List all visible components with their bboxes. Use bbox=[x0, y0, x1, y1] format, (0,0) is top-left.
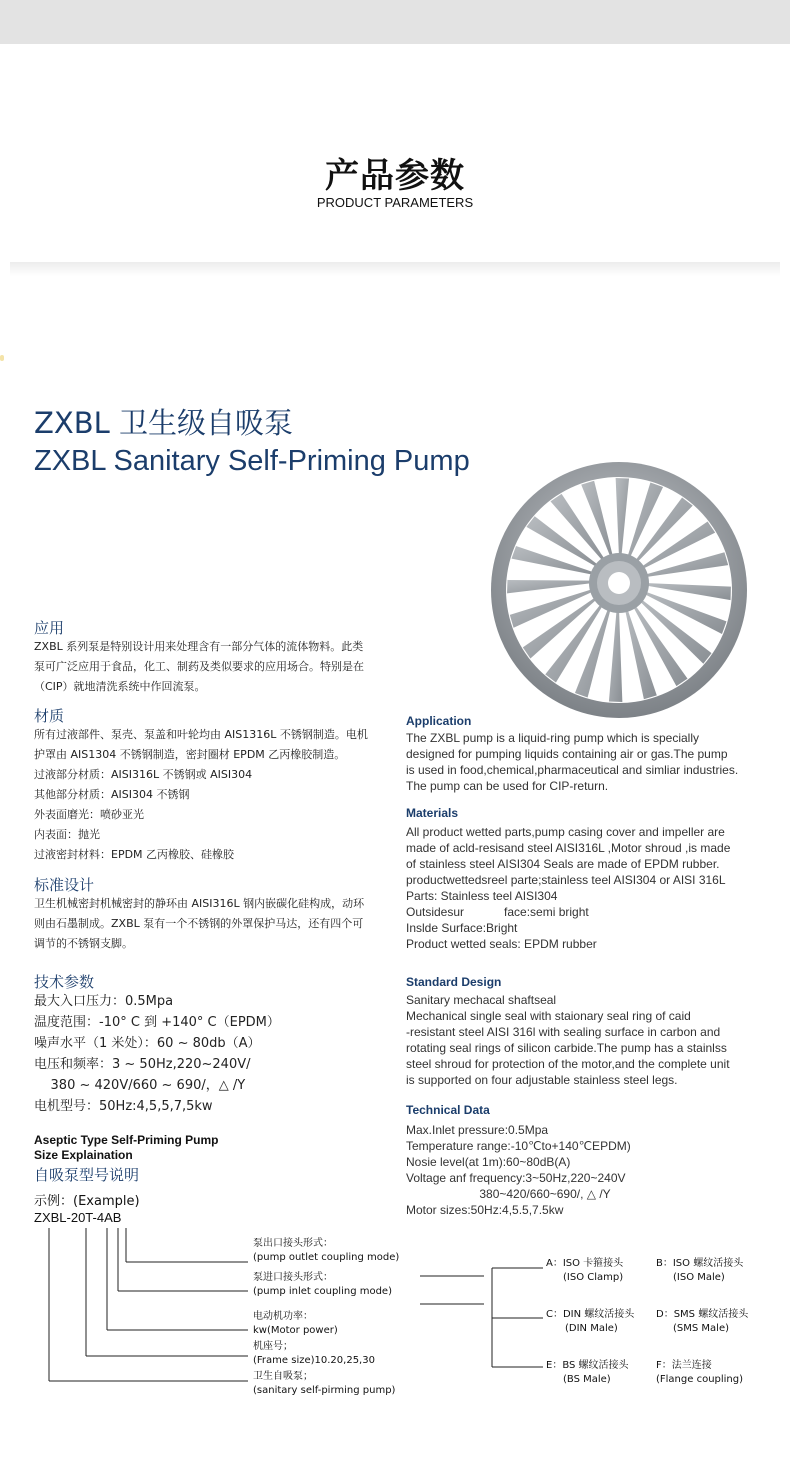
option-e bbox=[546, 1359, 629, 1387]
text-line: designed for pumping liquids containing air or gas.The pump bbox=[406, 747, 728, 761]
text-line: 电压和频率：3 ~ 50Hz,220~240V/ bbox=[34, 1057, 251, 1072]
en-standard-heading: Standard Design bbox=[406, 975, 502, 989]
text-line: C：DIN 螺纹活接头 bbox=[546, 1309, 635, 1320]
section-title-cn: 产品参数 bbox=[325, 156, 465, 196]
text-line: Temperature range:-10℃to+140℃EPDM) bbox=[406, 1139, 631, 1153]
text-line: (ISO Male) bbox=[673, 1272, 725, 1283]
text-line: Parts: Stainless teel AISI304 bbox=[406, 889, 558, 903]
text-line: F：法兰连接 bbox=[656, 1360, 712, 1371]
text-line: (pump inlet coupling mode) bbox=[253, 1286, 392, 1297]
text-line: Nosie level(at 1m):60~80dB(A) bbox=[406, 1155, 571, 1169]
en-technical-heading: Technical Data bbox=[406, 1103, 490, 1117]
text-line: of stainless steel AISI304 Seals are made of EPDM rubber. bbox=[406, 857, 720, 871]
text-line: All product wetted parts,pump casing cover and impeller are bbox=[406, 825, 725, 839]
text-line: -resistant steel AISI 316l with sealing surface in carbon and bbox=[406, 1025, 721, 1039]
text-line: 噪声水平（1 米处）：60 ~ 80db（A） bbox=[34, 1036, 261, 1051]
text-line: is used in food,chemical,pharmaceutical and simliar industries. bbox=[406, 763, 739, 777]
text-line: (pump outlet coupling mode) bbox=[253, 1252, 400, 1263]
label-outlet-coupling bbox=[253, 1237, 399, 1265]
text-line: 护罩由 AIS1304 不锈钢制造，密封圈材 EPDM 乙丙橡胶制造。 bbox=[34, 748, 346, 761]
example-code: ZXBL-20T-4AB bbox=[34, 1210, 122, 1225]
option-f bbox=[656, 1359, 743, 1387]
en-application-heading: Application bbox=[406, 714, 472, 728]
text-line: 泵进口接头形式： bbox=[253, 1272, 333, 1283]
text-line: B：ISO 螺纹活接头 bbox=[656, 1258, 744, 1269]
text-line: kw(Motor power) bbox=[253, 1325, 338, 1336]
text-line: (BS Male) bbox=[563, 1374, 611, 1385]
text-line: D：SMS 螺纹活接头 bbox=[656, 1309, 749, 1320]
text-line: （CIP）就地清洗系统中作回流泵。 bbox=[34, 680, 206, 693]
text-line: 过液部分材质：AISI316L 不锈钢或 AISI304 bbox=[34, 768, 253, 781]
option-d bbox=[656, 1308, 748, 1336]
text-line: 则由石墨制成。ZXBL 泵有一个不锈钢的外罩保护马达，还有四个可 bbox=[34, 917, 364, 930]
text-line: 内表面：抛光 bbox=[34, 828, 100, 841]
text-line: 电机型号：50Hz:4,5,5,7,5kw bbox=[34, 1099, 213, 1114]
cn-application-heading: 应用 bbox=[34, 619, 65, 637]
text-line: Size Explaination bbox=[34, 1148, 133, 1162]
text-line: 过液密封材料：EPDM 乙丙橡胶、硅橡胶 bbox=[34, 848, 235, 861]
text-line: 泵出口接头形式： bbox=[253, 1238, 333, 1249]
option-b bbox=[656, 1257, 743, 1285]
text-line: 最大入口压力：0.5Mpa bbox=[34, 994, 174, 1009]
label-motor-power bbox=[253, 1310, 338, 1338]
text-line: (Frame size)10.20,25,30 bbox=[253, 1355, 375, 1366]
text-line: Aseptic Type Self-Priming Pump bbox=[34, 1133, 219, 1147]
en-materials-heading: Materials bbox=[406, 806, 459, 820]
text-line: E：BS 螺纹活接头 bbox=[546, 1360, 629, 1371]
product-name-cn: ZXBL 卫生级自吸泵 bbox=[34, 406, 294, 440]
text-line: 380~420/660~690/, △ /Y bbox=[406, 1187, 611, 1201]
text-line: Voltage anf frequency:3~50Hz,220~240V bbox=[406, 1171, 626, 1185]
text-line: 温度范围：-10° C 到 +140° C（EPDM） bbox=[34, 1015, 280, 1030]
label-inlet-coupling bbox=[253, 1271, 392, 1299]
cn-technical-heading: 技术参数 bbox=[34, 973, 95, 991]
label-sanitary-pump bbox=[253, 1370, 395, 1398]
text-line: Mechanical single seal with staionary seal ring of caid bbox=[406, 1009, 691, 1023]
text-line: ZXBL 系列泵是特别设计用来处理含有一部分气体的流体物料。此类 bbox=[34, 640, 364, 653]
text-line: (Flange coupling) bbox=[656, 1374, 744, 1385]
text-line: productwettedsreel parte;stainless teel AISI304 or AISI 316L bbox=[406, 873, 726, 887]
text-line: 其他部分材质：AISI304 不锈钢 bbox=[34, 788, 190, 801]
cn-materials-heading: 材质 bbox=[34, 707, 65, 725]
text-line: steel shroud for protection of the motor,and the complete unit bbox=[406, 1057, 730, 1071]
text-line: 外表面磨光：喷砂亚光 bbox=[34, 808, 144, 821]
text-line: Product wetted seals: EPDM rubber bbox=[406, 937, 597, 951]
text-line: Inslde Surface:Bright bbox=[406, 921, 518, 935]
text-line: is supported on four adjustable stainless steel legs. bbox=[406, 1073, 678, 1087]
text-line: 泵可广泛应用于食品，化工、制药及类似要求的应用场合。特别是在 bbox=[34, 660, 364, 673]
option-a bbox=[546, 1257, 623, 1285]
text-line: 380 ~ 420V/660 ~ 690/，△ /Y bbox=[34, 1078, 246, 1093]
text-line: Motor sizes:50Hz:4,5.5,7.5kw bbox=[406, 1203, 564, 1217]
text-line: 电动机功率： bbox=[253, 1311, 313, 1322]
text-line: 调节的不锈钢支脚。 bbox=[34, 937, 133, 950]
option-c bbox=[546, 1308, 634, 1336]
text-line: made of acld-resisand steel AISI316L ,Motor shroud ,is made bbox=[406, 841, 731, 855]
product-name-en: ZXBL Sanitary Self-Priming Pump bbox=[34, 445, 470, 477]
text-line: (ISO Clamp) bbox=[563, 1272, 624, 1283]
text-line: The ZXBL pump is a liquid-ring pump which is specially bbox=[406, 731, 700, 745]
text-line: rotating seal rings of silicon carbide.The pump has a stainlss bbox=[406, 1041, 727, 1055]
text-line: Outsidesur face:semi bright bbox=[406, 905, 589, 919]
text-line: (DIN Male) bbox=[565, 1323, 618, 1334]
text-line: 所有过液部件、泵壳、泵盖和叶轮均由 AIS1316L 不锈钢制造。电机 bbox=[34, 728, 368, 741]
section-title-en: PRODUCT PARAMETERS bbox=[316, 195, 474, 210]
text-line: Max.Inlet pressure:0.5Mpa bbox=[406, 1123, 549, 1137]
example-label: 示例：(Example) bbox=[34, 1194, 140, 1209]
text-line: (SMS Male) bbox=[673, 1323, 729, 1334]
text-line: Sanitary mechacal shaftseal bbox=[406, 993, 557, 1007]
text-line: The pump can be used for CIP-return. bbox=[406, 779, 609, 793]
text-line: 机座号； bbox=[253, 1341, 293, 1352]
text-line: (sanitary self-pirming pump) bbox=[253, 1385, 396, 1396]
size-explanation-title-cn: 自吸泵型号说明 bbox=[34, 1166, 140, 1184]
label-frame-size bbox=[253, 1340, 375, 1368]
text-line: A：ISO 卡箍接头 bbox=[546, 1258, 624, 1269]
cn-standard-heading: 标准设计 bbox=[34, 876, 95, 894]
text-line: 卫生自吸泵； bbox=[253, 1371, 313, 1382]
text-line: 卫生机械密封机械密封的静环由 AISI316L 钢内嵌碳化硅构成，动环 bbox=[34, 897, 365, 910]
